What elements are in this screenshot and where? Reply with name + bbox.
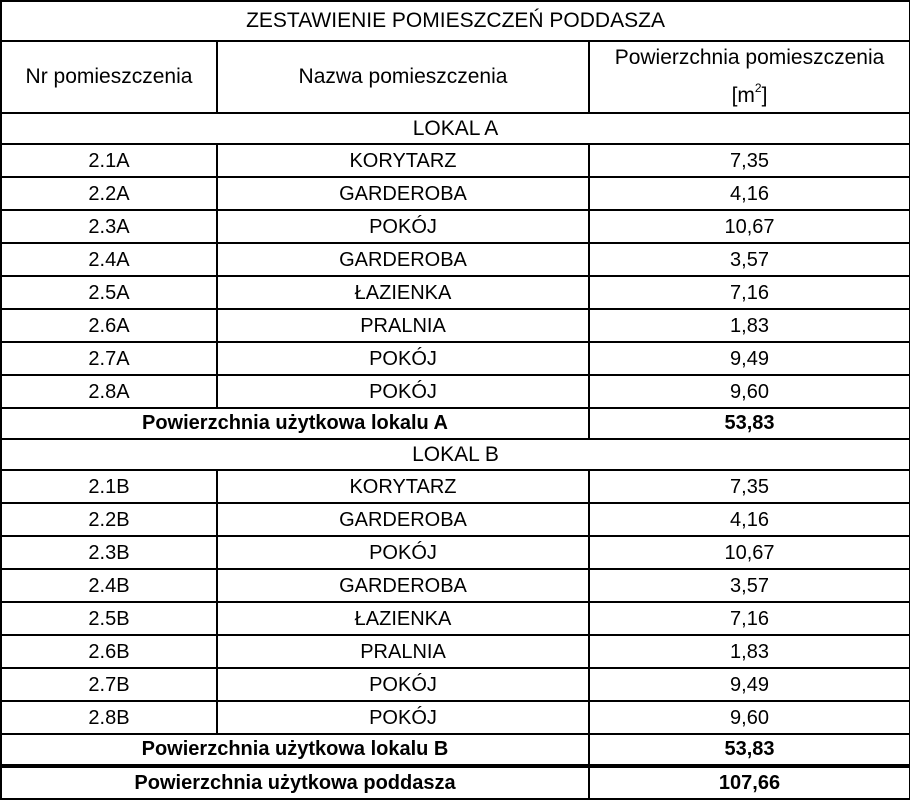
table-row [1, 243, 910, 276]
room-area: 7,16 [589, 276, 910, 309]
table-row [1, 701, 910, 734]
section-row-b [1, 439, 910, 470]
table-row [1, 602, 910, 635]
room-area: 10,67 [589, 536, 910, 569]
header-area-label: Powierzchnia pomieszczenia [614, 46, 885, 69]
subtotal-label-b: Powierzchnia użytkowa lokalu B [1, 734, 589, 766]
room-name: POKÓJ [217, 342, 589, 375]
room-nr: 2.8B [1, 701, 217, 734]
room-name: POKÓJ [217, 701, 589, 734]
room-name: PRALNIA [217, 635, 589, 668]
room-name: POKÓJ [217, 536, 589, 569]
table-row [1, 375, 910, 408]
room-name: GARDEROBA [217, 503, 589, 536]
room-nr: 2.5A [1, 276, 217, 309]
room-nr: 2.7B [1, 668, 217, 701]
grand-total-value: 107,66 [589, 766, 910, 799]
subtotal-row-b [1, 734, 910, 766]
room-name: POKÓJ [217, 210, 589, 243]
subtotal-label-a: Powierzchnia użytkowa lokalu A [1, 408, 589, 439]
grand-total-label: Powierzchnia użytkowa poddasza [1, 766, 589, 799]
room-nr: 2.2B [1, 503, 217, 536]
unit-close: ] [761, 84, 768, 107]
unit-open: [m [731, 84, 755, 107]
room-nr: 2.1A [1, 144, 217, 177]
room-area: 7,35 [589, 470, 910, 503]
room-area: 10,67 [589, 210, 910, 243]
table-row [1, 569, 910, 602]
table-row [1, 635, 910, 668]
table-row [1, 144, 910, 177]
room-name: KORYTARZ [217, 144, 589, 177]
room-nr: 2.2A [1, 177, 217, 210]
room-nr: 2.6A [1, 309, 217, 342]
room-area: 1,83 [589, 309, 910, 342]
room-area: 3,57 [589, 243, 910, 276]
table-row [1, 470, 910, 503]
subtotal-row-a [1, 408, 910, 439]
room-nr: 2.1B [1, 470, 217, 503]
room-nr: 2.8A [1, 375, 217, 408]
header-area [589, 41, 910, 113]
header-area-unit [731, 81, 768, 107]
table-row [1, 668, 910, 701]
room-nr: 2.3A [1, 210, 217, 243]
table-row [1, 503, 910, 536]
table-row [1, 536, 910, 569]
room-name: PRALNIA [217, 309, 589, 342]
table-row [1, 276, 910, 309]
table-title: ZESTAWIENIE POMIESZCZEŃ PODDASZA [1, 1, 910, 41]
table-row [1, 177, 910, 210]
header-row [1, 41, 910, 113]
table-row [1, 342, 910, 375]
room-nr: 2.4A [1, 243, 217, 276]
room-area: 9,60 [589, 701, 910, 734]
room-name: GARDEROBA [217, 569, 589, 602]
room-area: 9,49 [589, 342, 910, 375]
room-name: GARDEROBA [217, 243, 589, 276]
section-label-a: LOKAL A [1, 113, 910, 144]
room-nr: 2.6B [1, 635, 217, 668]
room-name: ŁAZIENKA [217, 602, 589, 635]
room-nr: 2.4B [1, 569, 217, 602]
room-area: 4,16 [589, 503, 910, 536]
room-nr: 2.7A [1, 342, 217, 375]
header-name: Nazwa pomieszczenia [217, 41, 589, 113]
grand-total-row [1, 766, 910, 799]
room-nr: 2.3B [1, 536, 217, 569]
section-label-b: LOKAL B [1, 439, 910, 470]
room-area: 3,57 [589, 569, 910, 602]
table-row [1, 309, 910, 342]
room-name: ŁAZIENKA [217, 276, 589, 309]
subtotal-value-b: 53,83 [589, 734, 910, 766]
section-row-a [1, 113, 910, 144]
room-area: 7,16 [589, 602, 910, 635]
room-name: POKÓJ [217, 375, 589, 408]
table-title-row [1, 1, 910, 41]
room-name: GARDEROBA [217, 177, 589, 210]
unit-sup: 2 [754, 81, 762, 95]
room-area: 1,83 [589, 635, 910, 668]
table-row [1, 210, 910, 243]
room-area: 7,35 [589, 144, 910, 177]
room-area: 9,60 [589, 375, 910, 408]
room-name: KORYTARZ [217, 470, 589, 503]
room-area: 4,16 [589, 177, 910, 210]
room-nr: 2.5B [1, 602, 217, 635]
room-area: 9,49 [589, 668, 910, 701]
room-name: POKÓJ [217, 668, 589, 701]
header-nr: Nr pomieszczenia [1, 41, 217, 113]
subtotal-value-a: 53,83 [589, 408, 910, 439]
